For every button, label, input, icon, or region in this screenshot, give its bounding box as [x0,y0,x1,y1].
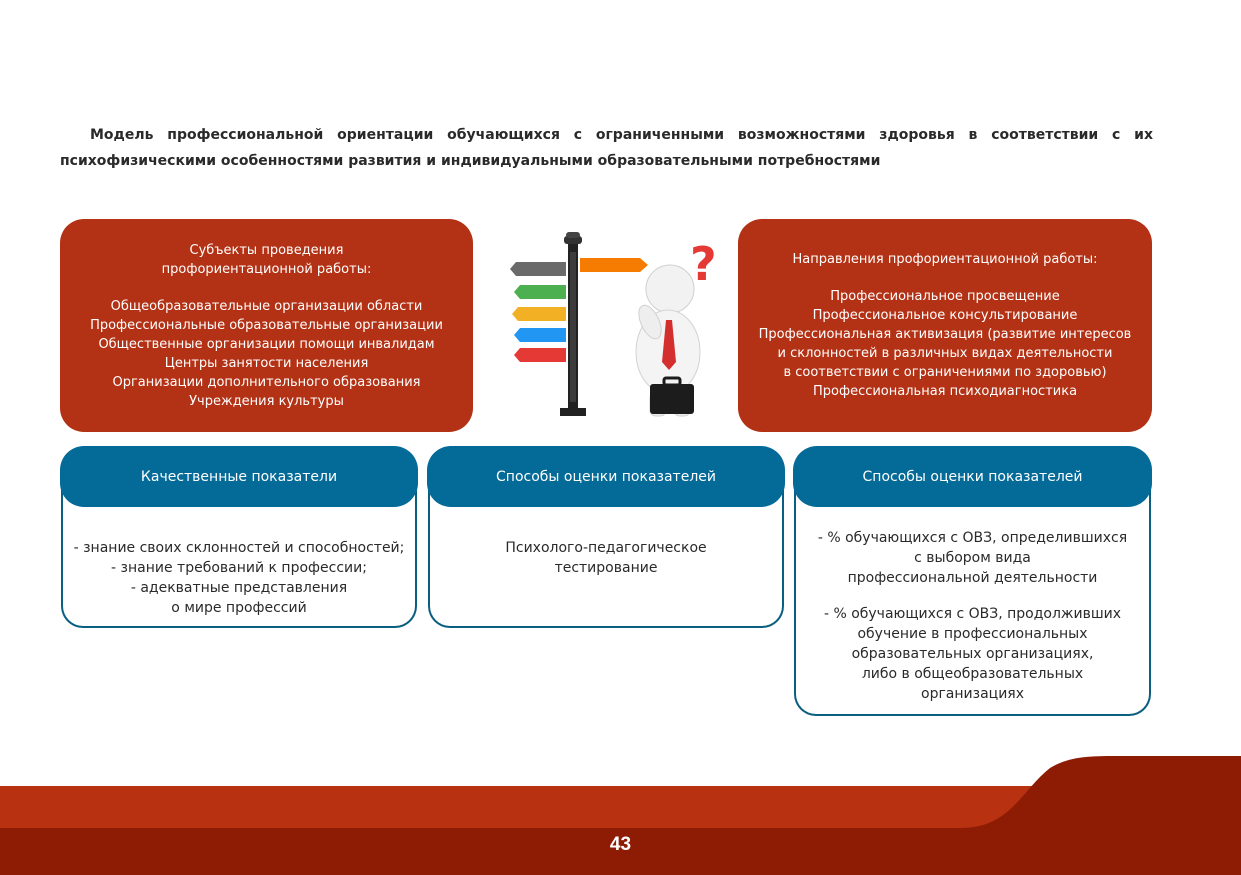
directions-item: Профессиональное консультирование [812,308,1078,323]
subjects-item: Общественные организации помощи инвалидам [98,336,435,352]
signpost-illustration [500,232,730,422]
card-header: Качественные показатели [60,446,418,507]
qualitative-indicators-card [60,446,418,629]
card-line: профессиональной деятельности [847,570,1098,586]
directions-item: в соответствии с ограничениями по здоровью) [783,365,1107,380]
directions-box [738,219,1152,432]
card-line: - % обучающихся с ОВЗ, продолживших [823,606,1122,622]
directions-title: Направления профориентационной работы: [792,252,1098,267]
card-line: тестирование [554,560,658,576]
card-header: Способы оценки показателей [793,446,1152,507]
assessment-methods-card [427,446,785,629]
subjects-item: Учреждения культуры [189,393,344,409]
card-line: - адекватные представления [130,580,348,596]
card-line: образовательных организациях, [851,646,1094,662]
svg-text:?: ? [690,237,717,291]
card-line: - знание требований к профессии; [111,560,367,576]
footer-wave [0,752,1241,832]
subjects-item: Центры занятости населения [164,355,369,371]
page-number: 43 [609,834,632,855]
card-line: организациях [921,686,1024,702]
subjects-item: Общеобразовательные организации области [110,298,423,314]
card-header: Способы оценки показателей [427,446,785,507]
directions-item: и склонностей в различных видах деятельности [777,346,1113,361]
directions-item: Профессиональное просвещение [830,289,1060,304]
subjects-item: Организации дополнительного образования [112,374,421,390]
card-line: обучение в профессиональных [857,626,1088,642]
assessment-indicators-card [793,446,1152,716]
card-line: - % обучающихся с ОВЗ, определившихся [817,530,1128,546]
card-line: либо в общеобразовательных [861,666,1084,682]
subjects-title-line: Субъекты проведения [189,242,344,258]
card-line: Психолого-педагогическое [505,540,707,556]
card-line: о мире профессий [171,600,307,616]
directions-item: Профессиональная психодиагностика [812,384,1078,399]
subjects-item: Профессиональные образовательные организации [90,317,443,333]
card-line: - знание своих склонностей и способностей; [73,540,405,556]
directions-item: Профессиональная активизация (развитие интересов [758,327,1132,342]
subjects-title-line: профориентационной работы: [161,261,372,277]
page-heading: Модель профессиональной ориентации обучающихся с ограниченными возможностями здоровья в соответствии с их психофизическими особенностями развития и индивидуальными образовательными потребностями [60,127,1153,169]
card-body [794,476,1151,716]
subjects-box [60,219,473,432]
card-line: с выбором вида [914,550,1031,566]
